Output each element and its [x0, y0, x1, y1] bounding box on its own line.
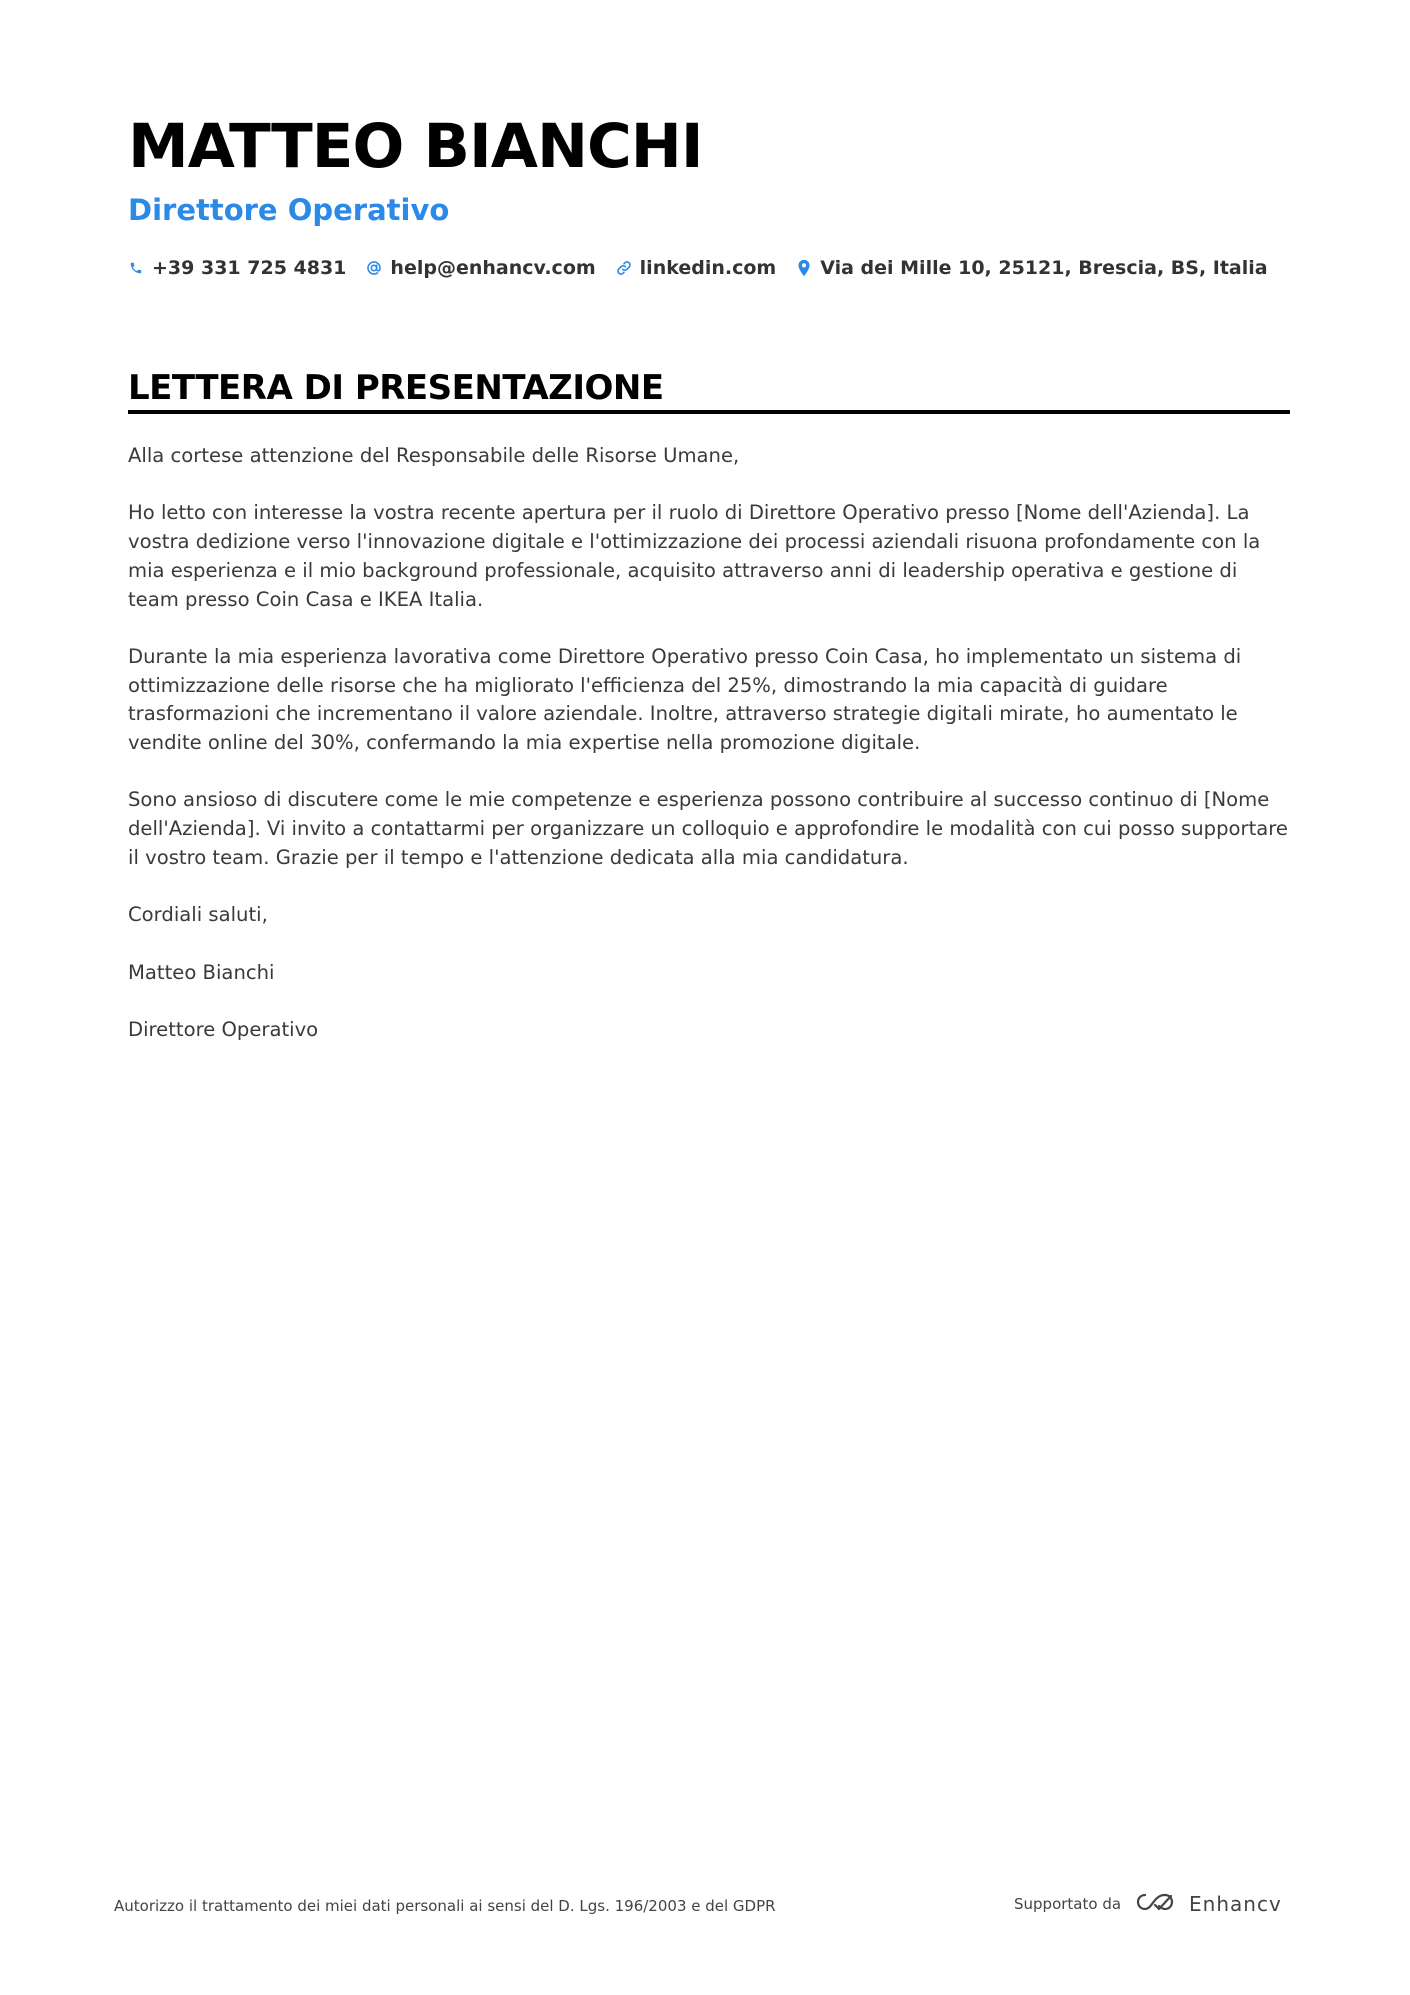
contact-address	[796, 255, 1267, 281]
contact-email-text: help@enhancv.com	[390, 257, 596, 279]
section-title: LETTERA DI PRESENTAZIONE	[128, 368, 664, 408]
contact-bar	[128, 255, 1268, 281]
contact-email[interactable]	[366, 255, 595, 281]
contact-linkedin-text: linkedin.com	[639, 257, 777, 279]
letter-body	[128, 442, 1294, 1073]
applicant-role: Direttore Operativo	[128, 193, 450, 227]
at-icon	[366, 258, 382, 278]
contact-address-text: Via dei Mille 10, 25121, Brescia, BS, Italia	[820, 257, 1268, 279]
contact-linkedin[interactable]	[616, 255, 777, 281]
letter-paragraph: Ho letto con interesse la vostra recente apertura per il ruolo di Direttore Operativo presso [Nome dell'Azienda]. La vostra dedizione verso l'innovazione digitale e l'ottimizzazione dei processi aziendali risuona profondamente con la mia esperienza e il mio background professionale, acquisito attraverso anni di leadership operativa e gestione di team presso Coin Casa e IKEA Italia.	[128, 501, 1261, 611]
section-divider	[128, 410, 1290, 414]
signature-role: Direttore Operativo	[128, 1017, 319, 1041]
letter-paragraph: Sono ansioso di discutere come le mie competenze e esperienza possono contribuire al successo continuo di [Nome dell'Azienda]. Vi invito a contattarmi per organizzare un colloquio e approfondire le modalità con cui posso supportare il vostro team. Grazie per il tempo e l'attenzione dedicata alla mia candidatura.	[128, 788, 1288, 869]
powered-by	[1014, 1890, 1282, 1918]
privacy-consent-note: Autorizzo il trattamento dei miei dati personali ai sensi del D. Lgs. 196/2003 e del GDPR	[114, 1897, 776, 1915]
contact-phone[interactable]	[128, 255, 346, 281]
powered-by-label: Supportato da	[1014, 1895, 1122, 1913]
enhancv-logo-icon	[1133, 1890, 1179, 1918]
letter-greeting: Alla cortese attenzione del Responsabile delle Risorse Umane,	[128, 444, 740, 467]
letter-paragraph: Durante la mia esperienza lavorativa come Direttore Operativo presso Coin Casa, ho implementato un sistema di ottimizzazione delle risorse che ha migliorato l'efficienza del 25%, dimostrando la mia capacità di guidare trasformazioni che incrementano il valore aziendale. Inoltre, attraverso strategie digitali mirate, ho aumentato le vendite online del 30%, confermando la mia expertise nella promozione digitale.	[128, 644, 1242, 754]
signature-name: Matteo Bianchi	[128, 960, 275, 984]
location-pin-icon	[796, 258, 812, 278]
enhancv-brand[interactable]	[1133, 1890, 1282, 1918]
contact-phone-text: +39 331 725 4831	[152, 257, 347, 279]
link-icon	[616, 258, 632, 278]
phone-icon	[128, 258, 144, 278]
letter-closing: Cordiali saluti,	[128, 903, 268, 927]
applicant-name: MATTEO BIANCHI	[128, 111, 703, 182]
enhancv-wordmark: Enhancv	[1189, 1892, 1282, 1916]
